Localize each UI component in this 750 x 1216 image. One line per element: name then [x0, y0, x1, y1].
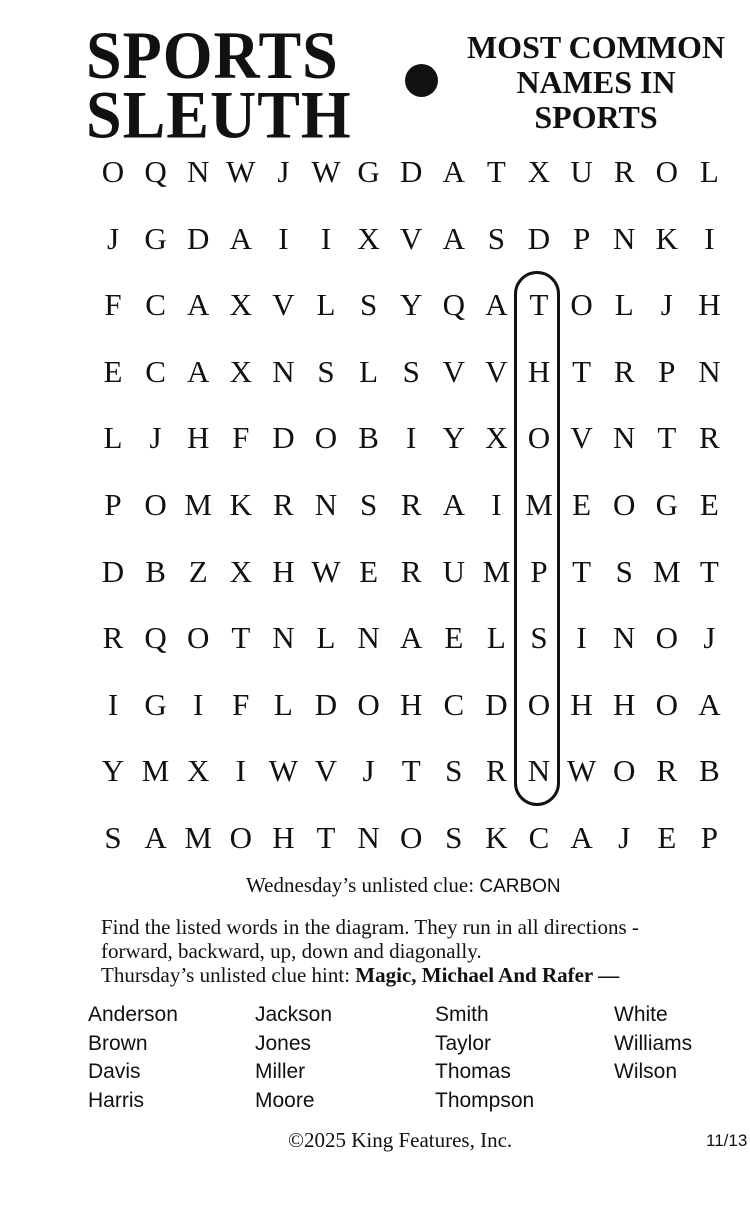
- grid-letter[interactable]: G: [357, 154, 380, 189]
- hint-text: Magic, Michael And Rafer —: [355, 963, 620, 987]
- grid-letter[interactable]: S: [402, 353, 420, 389]
- grid-letter[interactable]: D: [314, 686, 338, 722]
- grid-letter[interactable]: R: [400, 487, 422, 522]
- grid-letter[interactable]: D: [485, 686, 508, 722]
- grid-letter[interactable]: I: [235, 753, 246, 789]
- grid-letter[interactable]: N: [612, 420, 636, 456]
- grid-letter[interactable]: E: [444, 620, 464, 656]
- grid-letter[interactable]: G: [655, 487, 678, 522]
- grid-letter[interactable]: S: [445, 820, 463, 855]
- grid-letter[interactable]: C: [528, 820, 550, 855]
- grid-letter[interactable]: D: [186, 220, 210, 256]
- grid-letter[interactable]: H: [570, 686, 593, 722]
- grid-letter[interactable]: H: [527, 353, 551, 389]
- unlisted-clue: [246, 873, 561, 898]
- grid-letter[interactable]: T: [572, 353, 592, 389]
- grid-letter[interactable]: J: [362, 753, 375, 789]
- grid-letter[interactable]: I: [406, 420, 417, 456]
- grid-letter[interactable]: I: [576, 620, 587, 656]
- grid-letter[interactable]: M: [653, 553, 681, 589]
- grid-letter[interactable]: M: [184, 487, 212, 522]
- word-item: Wilson: [614, 1060, 678, 1083]
- grid-letter[interactable]: O: [612, 487, 636, 522]
- grid-letter[interactable]: N: [314, 487, 338, 522]
- word-column-3: [435, 1001, 534, 1115]
- grid-letter[interactable]: O: [612, 753, 636, 789]
- grid-letter[interactable]: S: [317, 353, 335, 389]
- grid-letter[interactable]: T: [657, 420, 677, 456]
- grid-letter[interactable]: S: [487, 220, 506, 256]
- grid-letter[interactable]: N: [272, 353, 295, 389]
- grid-letter[interactable]: D: [272, 420, 295, 456]
- word-item: Brown: [88, 1031, 148, 1055]
- grid-letter[interactable]: Q: [144, 154, 167, 189]
- grid-letter[interactable]: O: [314, 420, 338, 456]
- grid-letter[interactable]: J: [106, 220, 120, 256]
- grid-letter[interactable]: A: [229, 220, 252, 256]
- word-item: Thomas: [435, 1060, 511, 1083]
- grid-letter[interactable]: S: [530, 620, 548, 656]
- grid-letter[interactable]: F: [232, 686, 250, 722]
- grid-letter[interactable]: L: [273, 686, 293, 722]
- grid-letter[interactable]: N: [357, 620, 380, 656]
- grid-letter[interactable]: H: [698, 287, 721, 323]
- word-item: Anderson: [88, 1003, 178, 1026]
- grid-letter[interactable]: O: [655, 686, 678, 722]
- grid-letter[interactable]: A: [144, 820, 167, 855]
- grid-letter[interactable]: A: [186, 287, 210, 323]
- grid-letter[interactable]: T: [401, 753, 421, 789]
- grid-letter[interactable]: R: [656, 753, 678, 789]
- word-item: White: [614, 1003, 668, 1026]
- grid-letter[interactable]: S: [445, 753, 463, 789]
- grid-letter[interactable]: L: [359, 353, 379, 389]
- grid-letter[interactable]: X: [357, 220, 380, 256]
- grid-letter[interactable]: R: [613, 154, 635, 189]
- grid-letter[interactable]: K: [229, 487, 252, 522]
- grid-letter[interactable]: N: [527, 753, 551, 789]
- grid-letter[interactable]: B: [699, 753, 720, 789]
- unlisted-clue-answer: CARBON: [479, 876, 561, 897]
- grid-letter[interactable]: M: [525, 487, 553, 522]
- grid-letter[interactable]: A: [570, 820, 593, 855]
- grid-letter[interactable]: C: [443, 686, 465, 722]
- subtitle-line-1: MOST COMMON: [466, 29, 726, 65]
- grid-letter[interactable]: V: [272, 287, 295, 323]
- grid-letter[interactable]: N: [698, 353, 721, 389]
- instructions-line-2: forward, backward, up, down and diagonally.: [101, 939, 482, 963]
- word-item: Williams: [614, 1031, 693, 1055]
- grid-letter[interactable]: A: [485, 287, 508, 323]
- grid-letter[interactable]: L: [103, 420, 123, 456]
- grid-letter[interactable]: I: [704, 220, 715, 256]
- word-column-2: [255, 1001, 332, 1115]
- grid-letter[interactable]: N: [186, 154, 210, 189]
- grid-letter[interactable]: X: [229, 553, 252, 589]
- grid-letter[interactable]: F: [232, 420, 250, 456]
- grid-letter[interactable]: C: [145, 353, 166, 389]
- grid-letter[interactable]: R: [400, 553, 422, 589]
- word-item: Jones: [255, 1031, 312, 1055]
- grid-letter[interactable]: H: [186, 420, 210, 456]
- grid-letter[interactable]: N: [272, 620, 295, 656]
- grid-letter[interactable]: Y: [442, 420, 465, 456]
- grid-letter[interactable]: E: [359, 553, 379, 589]
- word-item: Moore: [255, 1088, 315, 1112]
- grid-letter[interactable]: O: [655, 620, 678, 656]
- grid-letter[interactable]: N: [612, 620, 636, 656]
- grid-letter[interactable]: O: [229, 820, 252, 855]
- grid-letter[interactable]: G: [144, 220, 167, 256]
- grid-letter[interactable]: A: [698, 686, 721, 722]
- grid-letter[interactable]: I: [491, 487, 502, 522]
- grid-letter[interactable]: R: [486, 753, 507, 789]
- grid-letter[interactable]: J: [149, 420, 162, 456]
- grid-letter[interactable]: K: [485, 820, 508, 855]
- subtitle-line-2: NAMES IN: [516, 64, 676, 100]
- grid-letter[interactable]: P: [658, 353, 676, 389]
- grid-letter[interactable]: O: [399, 820, 423, 855]
- grid-letter[interactable]: O: [527, 420, 551, 456]
- grid-letter[interactable]: W: [268, 753, 299, 789]
- grid-letter[interactable]: O: [655, 154, 678, 189]
- grid-letter[interactable]: S: [615, 553, 633, 589]
- grid-letter[interactable]: Q: [442, 287, 465, 323]
- word-item: Jackson: [255, 1003, 333, 1026]
- grid-letter[interactable]: Z: [188, 553, 208, 589]
- grid-letter[interactable]: A: [442, 487, 465, 522]
- grid-letter[interactable]: V: [314, 753, 338, 789]
- grid-letter[interactable]: O: [186, 620, 210, 656]
- copyright: ©2025 King Features, Inc.: [288, 1128, 513, 1152]
- grid-letter[interactable]: F: [104, 287, 122, 323]
- grid-letter[interactable]: U: [442, 553, 465, 589]
- grid-letter[interactable]: L: [699, 154, 719, 189]
- grid-letter[interactable]: V: [399, 220, 423, 256]
- subtitle-line-3: SPORTS: [534, 99, 658, 135]
- grid-letter[interactable]: H: [612, 686, 636, 722]
- instructions-line-1: Find the listed words in the diagram. They run in all directions -: [101, 915, 639, 939]
- grid-letter[interactable]: T: [699, 553, 719, 589]
- title-line-1: SPORTS: [86, 17, 339, 93]
- grid-letter[interactable]: S: [359, 287, 378, 323]
- grid-letter[interactable]: X: [186, 753, 210, 789]
- grid-letter[interactable]: I: [320, 220, 332, 256]
- grid-letter[interactable]: O: [357, 686, 380, 722]
- grid-letter[interactable]: J: [618, 820, 631, 855]
- grid-letter[interactable]: Y: [399, 287, 423, 323]
- grid-letter[interactable]: W: [566, 753, 597, 789]
- grid-letter[interactable]: H: [272, 820, 295, 855]
- grid-letter[interactable]: L: [316, 287, 336, 323]
- grid-letter[interactable]: W: [311, 154, 341, 189]
- grid-letter[interactable]: A: [399, 620, 423, 656]
- grid-letter[interactable]: A: [186, 353, 210, 389]
- grid-letter[interactable]: D: [399, 154, 423, 189]
- grid-letter[interactable]: P: [572, 220, 591, 256]
- grid-letter[interactable]: L: [486, 620, 506, 656]
- grid-letter[interactable]: S: [359, 487, 378, 522]
- grid-letter[interactable]: L: [614, 287, 634, 323]
- grid-letter[interactable]: P: [700, 820, 719, 855]
- grid-letter[interactable]: T: [316, 820, 336, 855]
- grid-letter[interactable]: V: [442, 353, 465, 389]
- grid-letter[interactable]: W: [311, 553, 341, 589]
- word-item: Smith: [435, 1003, 489, 1026]
- grid-letter[interactable]: R: [102, 620, 124, 656]
- grid-letter[interactable]: B: [145, 553, 166, 589]
- grid-letter[interactable]: R: [273, 487, 294, 522]
- grid-letter[interactable]: Y: [101, 753, 125, 789]
- grid-letter[interactable]: D: [527, 220, 551, 256]
- grid-letter[interactable]: E: [572, 487, 592, 522]
- puzzle-date: 11/13: [706, 1131, 748, 1150]
- word-item: Davis: [88, 1060, 141, 1083]
- grid-letter[interactable]: O: [101, 154, 125, 189]
- grid-letter[interactable]: P: [104, 487, 122, 522]
- grid-letter[interactable]: B: [358, 420, 379, 456]
- grid-letter[interactable]: X: [485, 420, 508, 456]
- word-column-1: [88, 1001, 178, 1115]
- grid-letter[interactable]: N: [357, 820, 380, 855]
- grid-letter[interactable]: Q: [144, 620, 167, 656]
- grid-letter[interactable]: P: [530, 553, 548, 589]
- grid-letter[interactable]: R: [613, 353, 635, 389]
- grid-letter[interactable]: C: [145, 287, 166, 323]
- unlisted-clue-label: Wednesday’s unlisted clue:: [246, 873, 475, 897]
- grid-letter[interactable]: X: [229, 353, 252, 389]
- grid-letter[interactable]: A: [442, 220, 465, 256]
- grid-letter[interactable]: H: [272, 553, 295, 589]
- word-item: Thompson: [435, 1088, 535, 1112]
- grid-letter[interactable]: M: [184, 820, 212, 855]
- grid-letter[interactable]: I: [193, 686, 204, 722]
- grid-letter[interactable]: E: [103, 353, 123, 389]
- grid-letter[interactable]: J: [277, 154, 290, 189]
- title-line-2: SLEUTH: [86, 76, 352, 153]
- grid-letter[interactable]: M: [141, 753, 170, 789]
- hint-label: Thursday’s unlisted clue hint:: [101, 963, 351, 987]
- grid-letter[interactable]: X: [527, 154, 551, 189]
- grid-letter[interactable]: A: [442, 154, 465, 189]
- grid-letter[interactable]: I: [278, 220, 289, 256]
- grid-letter[interactable]: H: [399, 686, 423, 722]
- grid-letter[interactable]: S: [104, 820, 122, 855]
- grid-letter[interactable]: K: [655, 220, 678, 256]
- grid-letter[interactable]: T: [529, 287, 549, 323]
- grid-letter[interactable]: G: [144, 686, 167, 722]
- grid-letter[interactable]: T: [486, 154, 506, 189]
- grid-letter[interactable]: W: [226, 154, 256, 189]
- grid-letter[interactable]: V: [485, 353, 508, 389]
- grid-letter[interactable]: T: [231, 620, 251, 656]
- grid-letter[interactable]: O: [527, 686, 551, 722]
- grid-letter[interactable]: I: [107, 686, 119, 722]
- grid-letter[interactable]: R: [699, 420, 720, 456]
- word-item: Harris: [88, 1088, 144, 1112]
- grid-letter[interactable]: E: [699, 487, 719, 522]
- grid-letter[interactable]: E: [657, 820, 677, 855]
- instructions: [101, 915, 741, 987]
- grid-letter[interactable]: N: [612, 220, 636, 256]
- grid-letter[interactable]: O: [144, 487, 167, 522]
- grid-letter[interactable]: O: [570, 287, 593, 323]
- word-item: Miller: [255, 1060, 306, 1083]
- grid-letter[interactable]: M: [482, 553, 511, 589]
- grid-letter[interactable]: L: [316, 620, 336, 656]
- grid-letter[interactable]: U: [570, 154, 593, 189]
- grid-letter[interactable]: J: [703, 620, 716, 656]
- grid-letter[interactable]: X: [229, 287, 252, 323]
- grid-letter[interactable]: V: [570, 420, 593, 456]
- circled-word-highlight: [514, 271, 560, 806]
- grid-letter[interactable]: J: [660, 287, 673, 323]
- grid-letter[interactable]: D: [101, 553, 125, 589]
- grid-letter[interactable]: T: [572, 553, 592, 589]
- hint-line: [101, 963, 741, 987]
- word-column-4: [614, 1001, 692, 1087]
- word-item: Taylor: [435, 1031, 492, 1055]
